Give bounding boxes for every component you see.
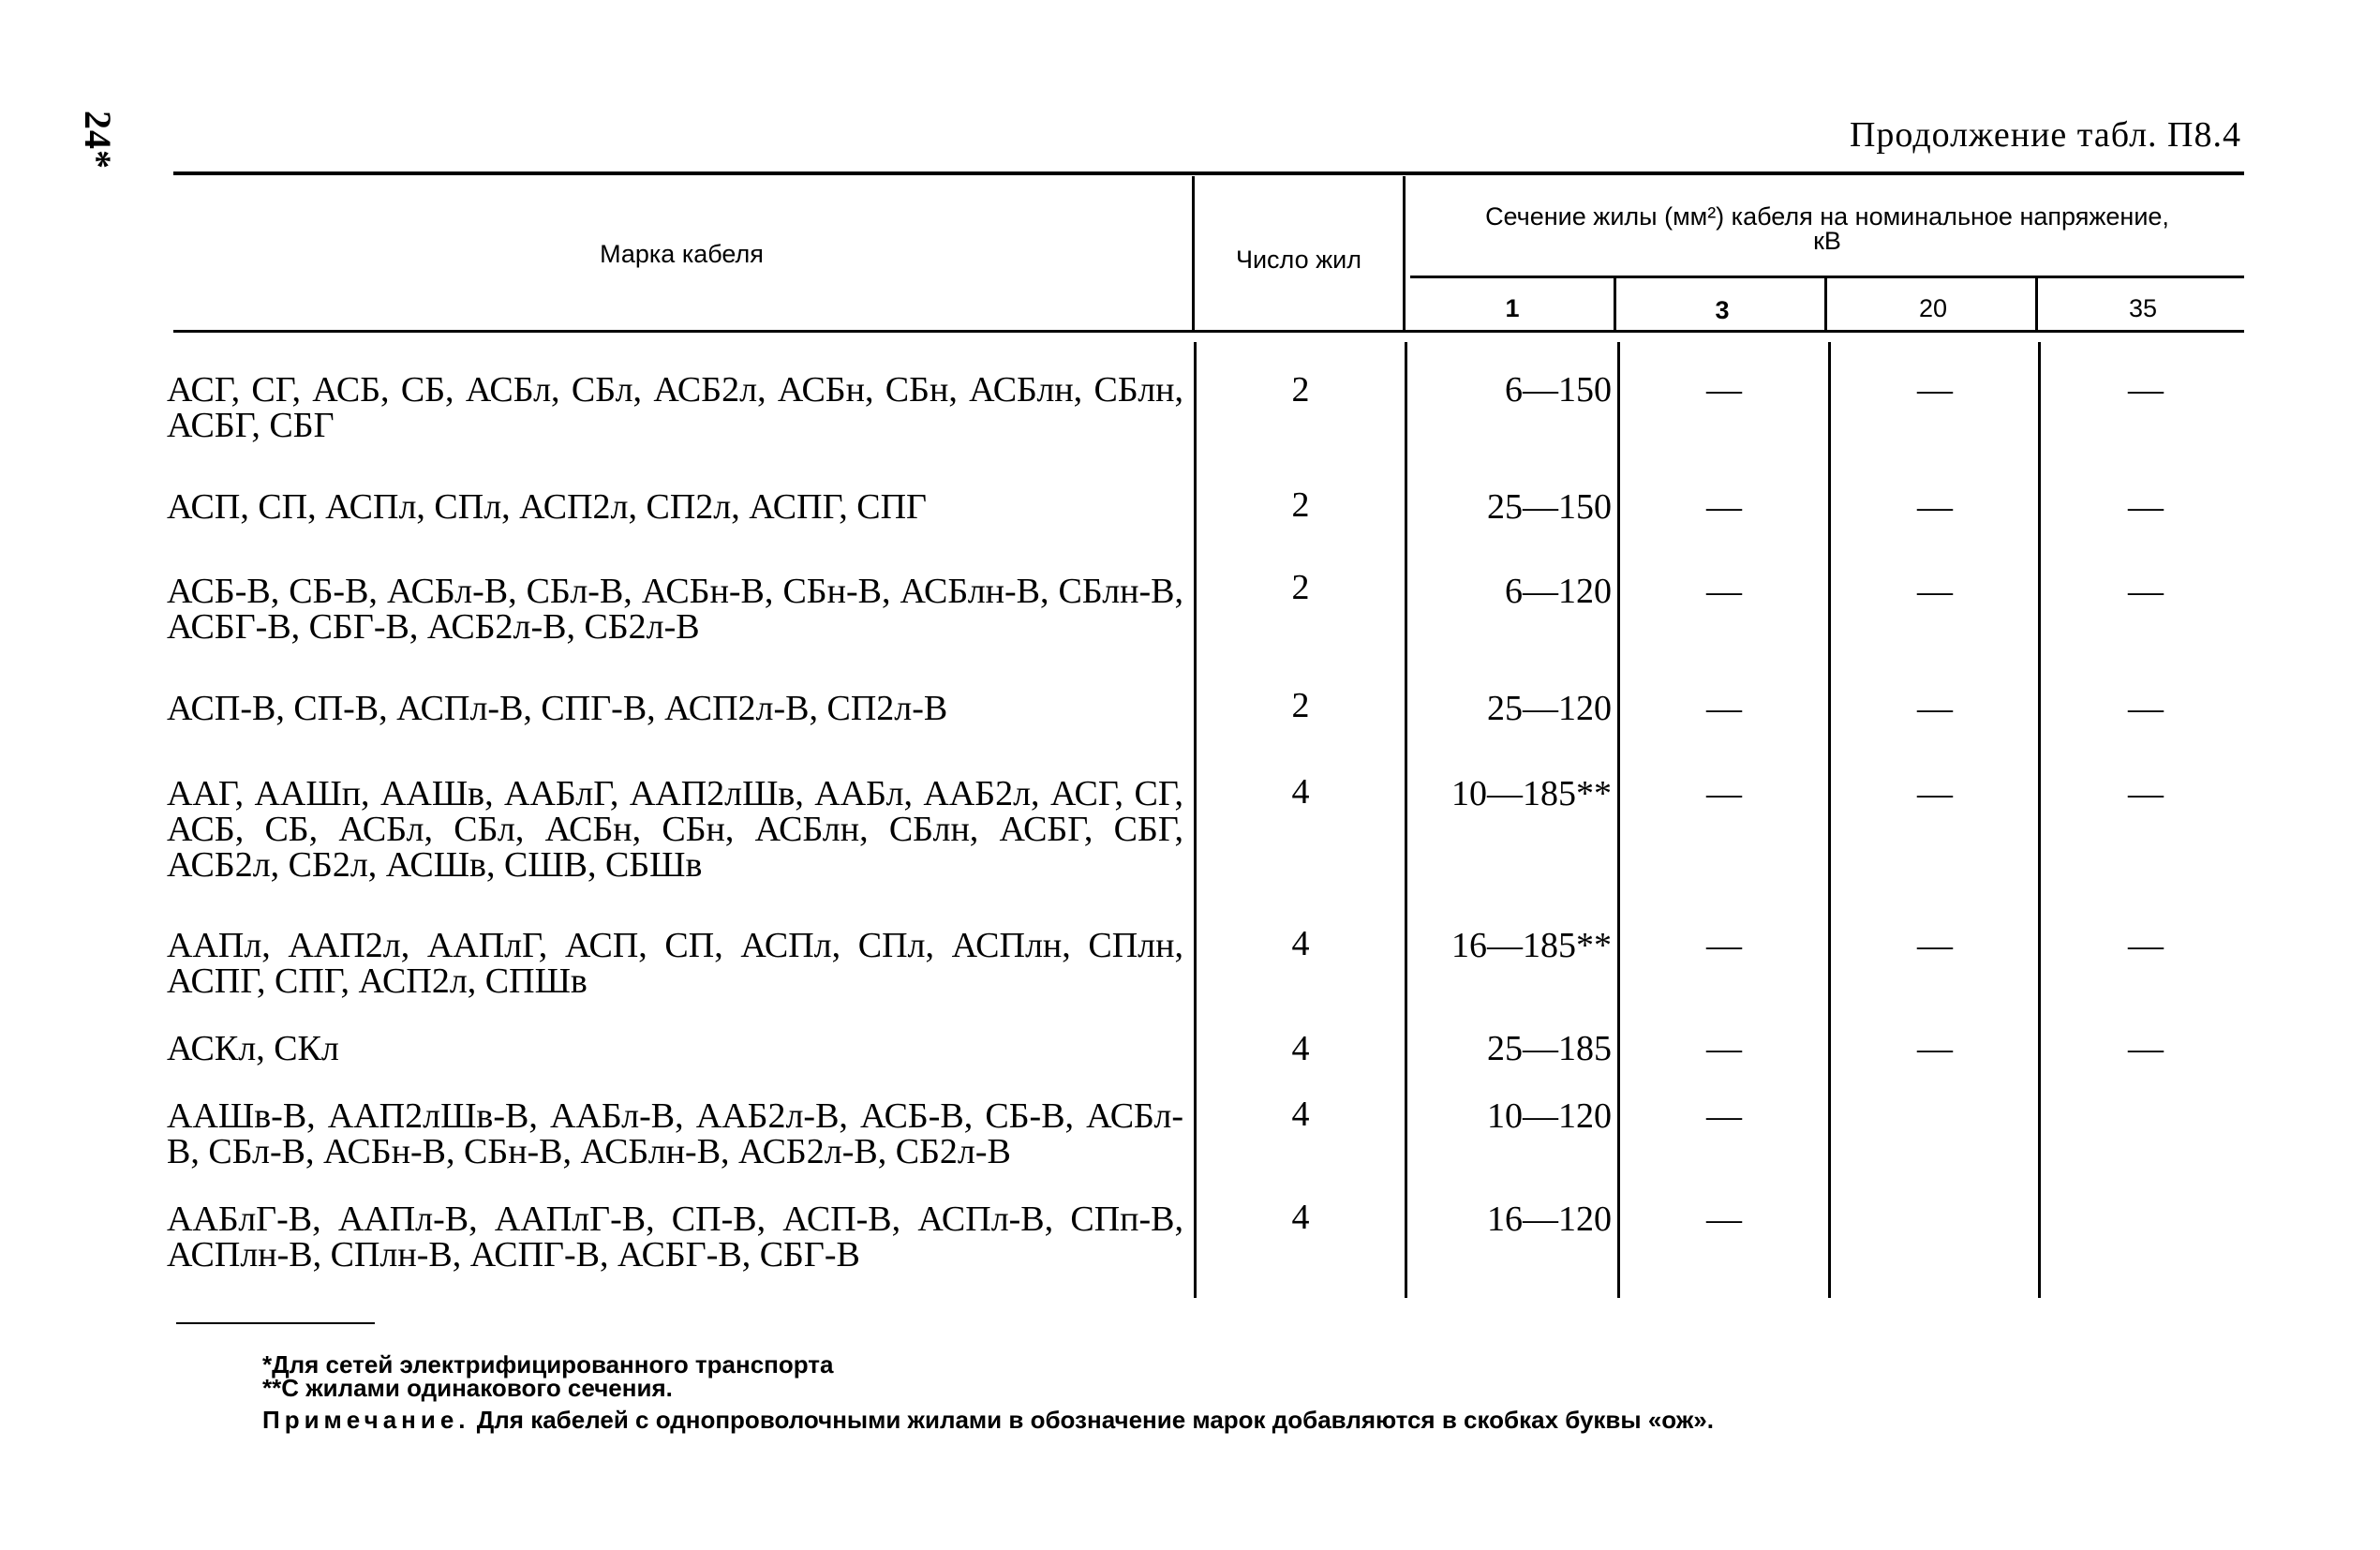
table-row-section-1kv: 16—120 [1487, 1200, 1612, 1239]
body-divider-3kv [1617, 342, 1620, 1298]
table-caption: Продолжение табл. П8.4 [1849, 115, 2241, 155]
footnote-2: **С жилами одинакового сечения. [262, 1374, 673, 1402]
table-row-section-3kv: — [1706, 1096, 1742, 1136]
col-divider-count [1192, 176, 1195, 330]
note-text: Для кабелей с однопроволочными жилами в обозначение марок добавляются в скобках буквы «ож». [476, 1406, 1714, 1434]
header-bottom-rule [173, 330, 2244, 333]
table-row-marka: АСБ-В, СБ-В, АСБл-В, СБл-В, АСБн-В, СБн-В, АСБлн-В, СБлн-В, АСБГ-В, СБГ-В, АСБ2л-В, СБ2л-В [167, 572, 1183, 647]
body-divider-20kv [1828, 342, 1831, 1298]
table-row-section-35kv: — [2128, 1029, 2164, 1068]
footnote-1: *Для сетей электрифицированного транспорта [262, 1350, 834, 1379]
table-row-section-20kv: — [1917, 1029, 1953, 1068]
table-row-marka: ААПл, ААП2л, ААПлГ, АСП, СП, АСПл, СПл, АСПлн, СПлн, АСПГ, СПГ, АСП2л, СПШв [167, 926, 1183, 1001]
table-row-section-35kv: — [2128, 572, 2164, 611]
header-voltage-35: 35 [2128, 294, 2158, 322]
note [262, 1406, 1714, 1434]
footnote-rule [176, 1322, 375, 1324]
header-voltage-1: 1 [1505, 294, 1520, 322]
table-row-count: 2 [1291, 485, 1310, 525]
table-row-section-3kv: — [1706, 370, 1742, 410]
table-row-count: 4 [1291, 772, 1310, 812]
table-row-section-1kv: 6—120 [1505, 572, 1612, 611]
body-divider-section [1405, 342, 1407, 1298]
table-row-marka: ААБлГ-В, ААПл-В, ААПлГ-В, СП-В, АСП-В, АСПл-В, СПп-В, АСПлн-В, СПлн-В, АСПГ-В, АСБГ-В, СБГ-В [167, 1200, 1183, 1274]
table-row-marka: АСГ, СГ, АСБ, СБ, АСБл, СБл, АСБ2л, АСБн, СБн, АСБлн, СБлн, АСБГ, СБГ [167, 370, 1183, 445]
table-row-marka: АСП-В, СП-В, АСПл-В, СПГ-В, АСП2л-В, СП2л-В [167, 689, 948, 728]
table-row-section-20kv: — [1917, 370, 1953, 410]
table-row-count: 2 [1291, 370, 1310, 410]
header-voltage-3: 3 [1715, 296, 1730, 324]
page-number: 24* [77, 111, 119, 170]
table-row-section-3kv: — [1706, 689, 1742, 728]
table-row-section-20kv: — [1917, 689, 1953, 728]
col-divider-section [1403, 176, 1406, 330]
table-row-marka: ААШв-В, ААП2лШв-В, ААБл-В, ААБ2л-В, АСБ-В, СБ-В, АСБл-В, СБл-В, АСБн-В, СБн-В, АСБлн-В, АСБ2л-В, СБ2л-В [167, 1096, 1183, 1171]
table-top-rule [173, 171, 2244, 175]
table-row-section-20kv: — [1917, 926, 1953, 965]
table-row-section-35kv: — [2128, 926, 2164, 965]
table-row-section-1kv: 6—150 [1505, 370, 1612, 410]
table-row-section-3kv: — [1706, 774, 1742, 813]
table-row-count: 4 [1291, 1029, 1310, 1068]
body-divider-count [1194, 342, 1197, 1298]
table-row-section-1kv: 10—120 [1487, 1096, 1612, 1136]
table-row-section-1kv: 25—150 [1487, 487, 1612, 527]
header-section-group-line2: кВ [1813, 227, 1841, 255]
body-divider-35kv [2038, 342, 2041, 1298]
table-row-count: 4 [1291, 1095, 1310, 1134]
table-row-section-35kv: — [2128, 689, 2164, 728]
table-row-count: 2 [1291, 686, 1310, 725]
header-marka: Марка кабеля [600, 240, 764, 268]
table-row-count: 4 [1291, 1198, 1310, 1237]
table-row-section-1kv: 25—120 [1487, 689, 1612, 728]
table-row-section-20kv: — [1917, 774, 1953, 813]
table-row-marka: АСКл, СКл [167, 1029, 339, 1068]
note-label: Примечание. [262, 1406, 470, 1434]
table-row-section-3kv: — [1706, 572, 1742, 611]
table-row-section-3kv: — [1706, 487, 1742, 527]
header-count: Число жил [1235, 246, 1362, 274]
table-row-section-35kv: — [2128, 487, 2164, 527]
header-sub-rule [1410, 276, 2244, 278]
table-row-section-3kv: — [1706, 926, 1742, 965]
table-row-section-35kv: — [2128, 774, 2164, 813]
table-row-marka: ААГ, ААШп, ААШв, ААБлГ, ААП2лШв, ААБл, ААБ2л, АСГ, СГ, АСБ, СБ, АСБл, СБл, АСБн, СБн, АСБлн, СБлн, АСБГ, СБГ, АСБ2л, СБ2л, АСШв, СШВ, СБШв [167, 774, 1183, 885]
table-row-count: 2 [1291, 568, 1310, 607]
table-row-marka: АСП, СП, АСПл, СПл, АСП2л, СП2л, АСПГ, СПГ [167, 487, 928, 527]
table-row-section-1kv: 16—185** [1451, 926, 1612, 965]
header-voltage-20: 20 [1918, 294, 1948, 322]
table-row-section-3kv: — [1706, 1029, 1742, 1068]
table-row-section-1kv: 10—185** [1451, 774, 1612, 813]
header-section-group-line1: Сечение жилы (мм²) кабеля на номинальное напряжение, [1485, 202, 2169, 231]
table-row-section-20kv: — [1917, 572, 1953, 611]
table-row-section-20kv: — [1917, 487, 1953, 527]
table-row-section-35kv: — [2128, 370, 2164, 410]
table-row-section-1kv: 25—185 [1487, 1029, 1612, 1068]
table-row-section-3kv: — [1706, 1200, 1742, 1239]
table-row-count: 4 [1291, 924, 1310, 963]
